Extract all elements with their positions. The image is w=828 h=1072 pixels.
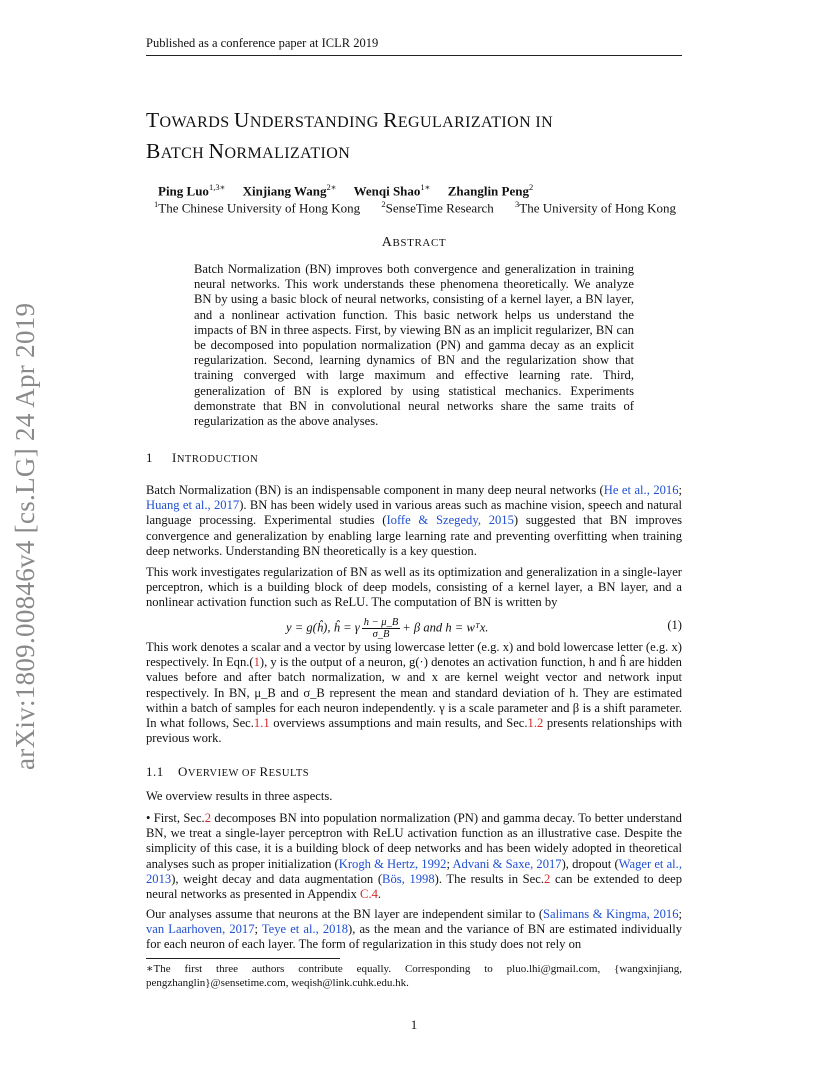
- citation-link[interactable]: Ioffe & Szegedy, 2015: [386, 513, 514, 528]
- page-number: 1: [410, 1017, 418, 1032]
- text-run: ). The results in Sec.: [434, 871, 545, 886]
- intro-paragraph-1: [146, 483, 682, 559]
- title-line-2: BATCH NORMALIZATION: [146, 139, 351, 163]
- text-run: overviews assumptions and main results, and Sec.: [269, 716, 528, 731]
- author-name: Zhanglin Peng: [447, 183, 529, 199]
- text-run: ), dropout (: [561, 856, 619, 871]
- citation-link[interactable]: Advani & Saxe, 2017: [452, 856, 562, 871]
- section-ref-link[interactable]: 1.1: [253, 716, 270, 731]
- equation-number: (1): [667, 618, 682, 632]
- text-run: ;: [254, 922, 262, 937]
- citation-link[interactable]: Wager et al., 2013: [146, 856, 682, 886]
- section-ref-link[interactable]: 2: [204, 811, 211, 825]
- author-list: [158, 182, 533, 199]
- fraction-numerator: h − μ_B: [363, 617, 399, 628]
- affiliation-list: [154, 199, 676, 216]
- footnote-rule: [146, 958, 340, 959]
- running-header: Published as a conference paper at ICLR 2019: [146, 36, 682, 56]
- citation-link[interactable]: Salimans & Kingma, 2016: [543, 907, 679, 921]
- text-run: ), y is the output of a neuron, g(·) denotes an activation function, h and ĥ are hidden values before and after batch normalization, w and x are kernel weight vector and network input respectively. In BN, μ_B and σ_B represent the mean and standard deviation of h. They are estimated within a batch of samples for each neuron independently. γ is a scale parameter and β is a shift parameter. In what follows, Sec.: [146, 655, 682, 731]
- equation-body: [286, 617, 488, 640]
- equation-lhs: y = g(ĥ), ĥ = γ: [286, 620, 360, 635]
- affiliation-mark: 3: [515, 199, 520, 209]
- text-run: This work denotes a scalar and a vector by using lowercase letter (e.g. x) and bold lowercase letter (e.g. x) respectively. In Eqn.(: [146, 640, 682, 670]
- author-mark: 2∗: [326, 182, 337, 192]
- text-run: ). BN has been widely used in various areas such as machine vision, speech and natural language processing. Experimental studies (: [146, 498, 682, 528]
- abstract-body: Batch Normalization (BN) improves both convergence and generalization in training neural networks. This work understands these phenomena theoretically. We analyze BN by using a basic block of neural networks, consisting of a kernel layer, a BN layer, and a nonlinear activation function. This basic network helps us understand the impacts of BN in three aspects. First, by viewing BN as an implicit regularizer, BN can be decomposed into population normalization (PN) and gamma decay as an explicit regularization. Second, learning dynamics of BN and the regularization show that training converged with large maximum and effective learning rate. Third, generalization of BN is explored by using statistical mechanics. Experiments demonstrate that BN in convolutional neural networks share the same traits of regularization as the above analyses.: [194, 262, 634, 429]
- fraction-denominator: σ_B: [372, 629, 390, 640]
- citation-link[interactable]: Huang et al., 2017: [146, 498, 240, 513]
- text-run: ;: [678, 907, 682, 921]
- affiliation-name: The Chinese University of Hong Kong: [158, 200, 361, 216]
- title-line-1: TOWARDS UNDERSTANDING REGULARIZATION IN: [146, 108, 554, 132]
- section-heading: 1 INTRODUCTION: [146, 450, 259, 465]
- author-name: Wenqi Shao: [353, 183, 421, 199]
- appendix-ref-link[interactable]: C.4: [360, 887, 378, 902]
- equation-fraction: [362, 617, 401, 640]
- citation-link[interactable]: van Laarhoven, 2017: [146, 922, 255, 937]
- overview-paragraph-3: [146, 907, 682, 953]
- text-run: presents relationships with previous work.: [146, 716, 682, 746]
- equation-1: [146, 614, 682, 640]
- text-run: ;: [446, 856, 453, 871]
- intro-paragraph-2: This work investigates regularization of BN as well as its optimization and generalization in a single-layer perceptron, which is a building block of deep models, consisting of a kernel layer, a BN layer, and a nonlinear activation function such as ReLU. The computation of BN is written by: [146, 565, 682, 610]
- text-run: ;: [678, 483, 683, 497]
- text-run: can be extended to deep neural networks as presented in Appendix: [146, 871, 683, 902]
- author-name: Ping Luo: [158, 183, 209, 199]
- paper-title: [146, 106, 706, 168]
- footnote: ∗The first three authors contribute equally. Corresponding to pluo.lhi@gmail.com, {wangxinjiang, pengzhanglin}@sensetime.com, weqish@link.cuhk.edu.hk.: [146, 963, 682, 989]
- arxiv-stamp: arXiv:1809.00846v4 [cs.LG] 24 Apr 2019: [10, 302, 40, 770]
- text-run: .: [377, 887, 382, 902]
- overview-paragraph-1: We overview results in three aspects.: [146, 789, 333, 803]
- section-number: 1: [146, 450, 153, 465]
- text-run: Batch Normalization (BN) is an indispensable component in many deep neural networks (: [146, 483, 604, 497]
- overview-paragraph-2: [146, 811, 682, 902]
- text-run: ) suggested that BN improves convergence and generalization by enabling large learning rate and preventing overfitting when training deep networks. Understanding BN theoretically is a key question.: [146, 513, 682, 558]
- equation-ref-link[interactable]: 1: [253, 655, 260, 670]
- affiliation-name: The University of Hong Kong: [519, 200, 676, 216]
- text-run: ), weight decay and data augmentation (: [171, 871, 383, 886]
- author-mark: 1,3∗: [208, 182, 226, 192]
- subsection-heading: 1.1 OVERVIEW OF RESULTS: [146, 764, 310, 779]
- citation-link[interactable]: Teye et al., 2018: [261, 922, 349, 937]
- citation-link[interactable]: Bös, 1998: [382, 871, 435, 886]
- author-mark: 2: [528, 182, 534, 192]
- abstract-heading: ABSTRACT: [381, 235, 447, 250]
- citation-link[interactable]: Krogh & Hertz, 1992: [338, 856, 447, 871]
- affiliation-name: SenseTime Research: [385, 200, 494, 216]
- text-run: decomposes BN into population normalization (PN) and gamma decay. To better understand BN, we treat a single-layer perceptron with ReLU activation function as an illustrative case. Despite the simplicity of this case, it is a building block of deep networks and has been widely adopted in theoretical analyses such as proper initialization (: [146, 811, 682, 871]
- text-run: • First, Sec.: [146, 811, 205, 825]
- section-ref-link[interactable]: 2: [544, 871, 551, 886]
- text-run: ), as the mean and the variance of BN are estimated individually for each neuron of each layer. The form of regularization in this study does not rely on: [146, 922, 682, 952]
- affiliation-mark: 2: [381, 199, 386, 209]
- subsection-number: 1.1: [146, 764, 164, 779]
- section-ref-link[interactable]: 1.2: [527, 716, 544, 731]
- text-run: Our analyses assume that neurons at the BN layer are independent similar to (: [146, 907, 544, 921]
- equation-rhs: + β and h = wᵀx.: [402, 620, 489, 635]
- intro-paragraph-3: [146, 640, 682, 746]
- affiliation-mark: 1: [154, 199, 159, 209]
- author-mark: 1∗: [420, 182, 431, 192]
- author-name: Xinjiang Wang: [242, 183, 327, 199]
- citation-link[interactable]: He et al., 2016: [603, 483, 679, 497]
